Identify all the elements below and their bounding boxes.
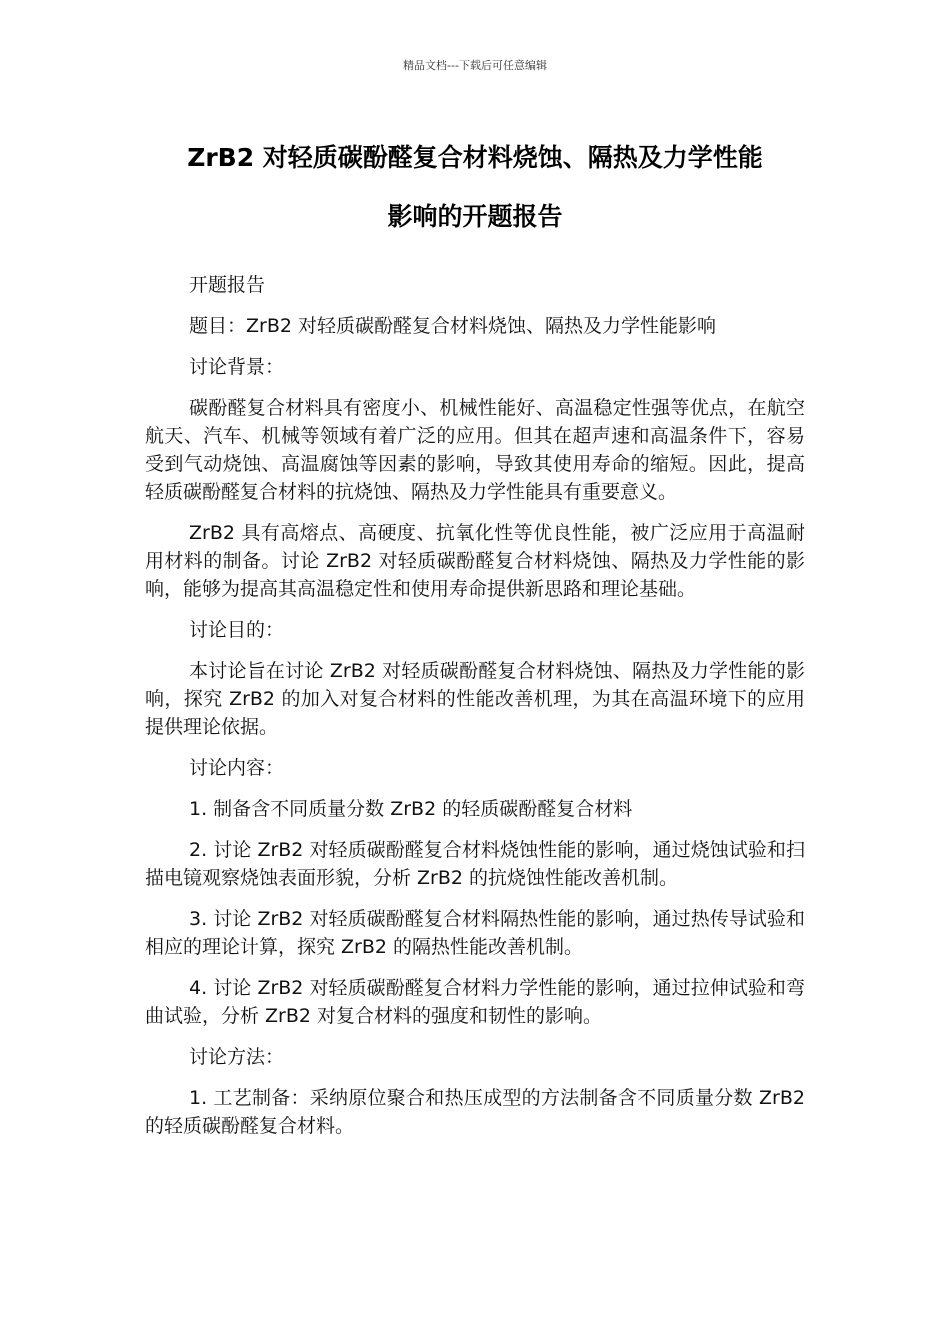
section-heading-background: 讨论背景： [189,356,285,378]
content-item-1: 1. 制备含不同质量分数 ZrB2 的轻质碳酚醛复合材料 [189,798,633,820]
background-paragraph-2: ZrB2 具有高熔点、高硬度、抗氧化性等优良性能，被广泛应用于高温耐用材料的制备。讨论 ZrB2 对轻质碳酚醛复合材料烧蚀、隔热及力学性能的影响，能够为提高其高温稳定性和使用寿命提供新思路和理论基础。 [145,522,805,600]
document-title-line-2: 影响的开题报告 [387,202,563,231]
content-item-2: 2. 讨论 ZrB2 对轻质碳酚醛复合材料烧蚀性能的影响，通过烧蚀试验和扫描电镜观察烧蚀表面形貌，分析 ZrB2 的抗烧蚀性能改善机制。 [145,839,805,889]
section-heading-content: 讨论内容： [189,757,285,779]
document-title-line-1: ZrB2 对轻质碳酚醛复合材料烧蚀、隔热及力学性能 [187,143,763,172]
document-body [145,271,805,1153]
section-heading-purpose: 讨论目的： [189,619,285,641]
page-header-watermark: 精品文档---下载后可任意编辑 [403,59,547,72]
purpose-paragraph: 本讨论旨在讨论 ZrB2 对轻质碳酚醛复合材料烧蚀、隔热及力学性能的影响，探究 ZrB2 的加入对复合材料的性能改善机理，为其在高温环境下的应用提供理论依据。 [145,660,805,738]
content-item-3: 3. 讨论 ZrB2 对轻质碳酚醛复合材料隔热性能的影响，通过热传导试验和相应的理论计算，探究 ZrB2 的隔热性能改善机制。 [145,908,805,958]
section-label-report: 开题报告 [189,274,266,296]
background-paragraph-1: 碳酚醛复合材料具有密度小、机械性能好、高温稳定性强等优点，在航空航天、汽车、机械等领域有着广泛的应用。但其在超声速和高温条件下，容易受到气动烧蚀、高温腐蚀等因素的影响，导致其使用寿命的缩短。因此，提高轻质碳酚醛复合材料的抗烧蚀、隔热及力学性能具有重要意义。 [145,397,805,503]
topic-line: 题目：ZrB2 对轻质碳酚醛复合材料烧蚀、隔热及力学性能影响 [189,315,716,337]
section-heading-method: 讨论方法： [189,1046,285,1068]
method-item-1: 1. 工艺制备：采纳原位聚合和热压成型的方法制备含不同质量分数 ZrB2 的轻质碳酚醛复合材料。 [145,1087,805,1137]
content-item-4: 4. 讨论 ZrB2 对轻质碳酚醛复合材料力学性能的影响，通过拉伸试验和弯曲试验，分析 ZrB2 对复合材料的强度和韧性的影响。 [145,977,805,1027]
